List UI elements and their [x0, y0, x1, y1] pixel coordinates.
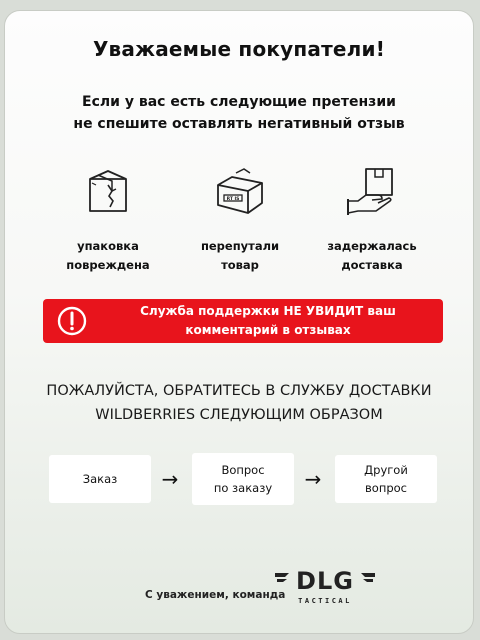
signature-text: С уважением, команда — [145, 589, 286, 601]
issue-label-line-2: повреждена — [66, 258, 150, 272]
banner-line-1: Служба поддержки НЕ УВИДИТ ваш — [140, 304, 396, 318]
step-label-line-1: Заказ — [82, 472, 118, 486]
instruction-line-1: ПОЖАЛУЙСТА, ОБРАТИТЕСЬ В СЛУЖБУ ДОСТАВКИ — [46, 383, 432, 399]
issue-delayed-delivery — [317, 161, 427, 275]
damaged-box-icon — [78, 161, 138, 221]
instruction-text — [5, 379, 473, 427]
step-label-line-1: Другой — [364, 463, 408, 477]
arrow-right-icon: → — [304, 467, 322, 491]
banner-line-2: комментарий в отзывах — [185, 323, 351, 337]
info-card — [4, 10, 474, 634]
exclamation-circle-icon — [57, 306, 87, 336]
arrow-right-icon: → — [161, 467, 179, 491]
step-question-about-order — [192, 453, 294, 505]
issue-label-line-2: доставка — [341, 258, 403, 272]
page-title: Уважаемые покупатели! — [92, 37, 386, 61]
step-other-question — [335, 455, 437, 503]
support-warning-banner — [43, 299, 443, 343]
logo-sub-text: TACTICAL — [298, 597, 352, 605]
logo-main-text: DLG — [296, 567, 354, 595]
svg-text:RT IS: RT IS — [226, 197, 240, 202]
subtitle-line-1: Если у вас есть следующие претензии — [82, 94, 396, 110]
step-label-line-1: Вопрос — [221, 463, 265, 477]
subtitle-line-2: не спешите оставлять негативный отзыв — [73, 116, 405, 132]
instruction-line-2: WILDBERRIES СЛЕДУЮЩИМ ОБРАЗОМ — [95, 407, 383, 423]
step-label-line-2: по заказу — [213, 481, 273, 495]
issue-label-line-2: товар — [221, 258, 259, 272]
issue-wrong-item — [185, 161, 295, 275]
banner-text — [101, 302, 443, 340]
issue-damaged-package — [53, 161, 163, 275]
issue-label-line-1: упаковка — [77, 239, 139, 253]
delivery-hand-box-icon — [342, 161, 402, 221]
issue-label-line-1: задержалась — [327, 239, 417, 253]
wrong-item-box-icon — [210, 161, 270, 221]
issue-label-line-1: перепутали — [200, 239, 280, 253]
dlg-tactical-logo — [273, 559, 377, 611]
step-order — [49, 455, 151, 503]
subtitle — [5, 91, 473, 135]
step-label-line-2: вопрос — [365, 481, 407, 495]
